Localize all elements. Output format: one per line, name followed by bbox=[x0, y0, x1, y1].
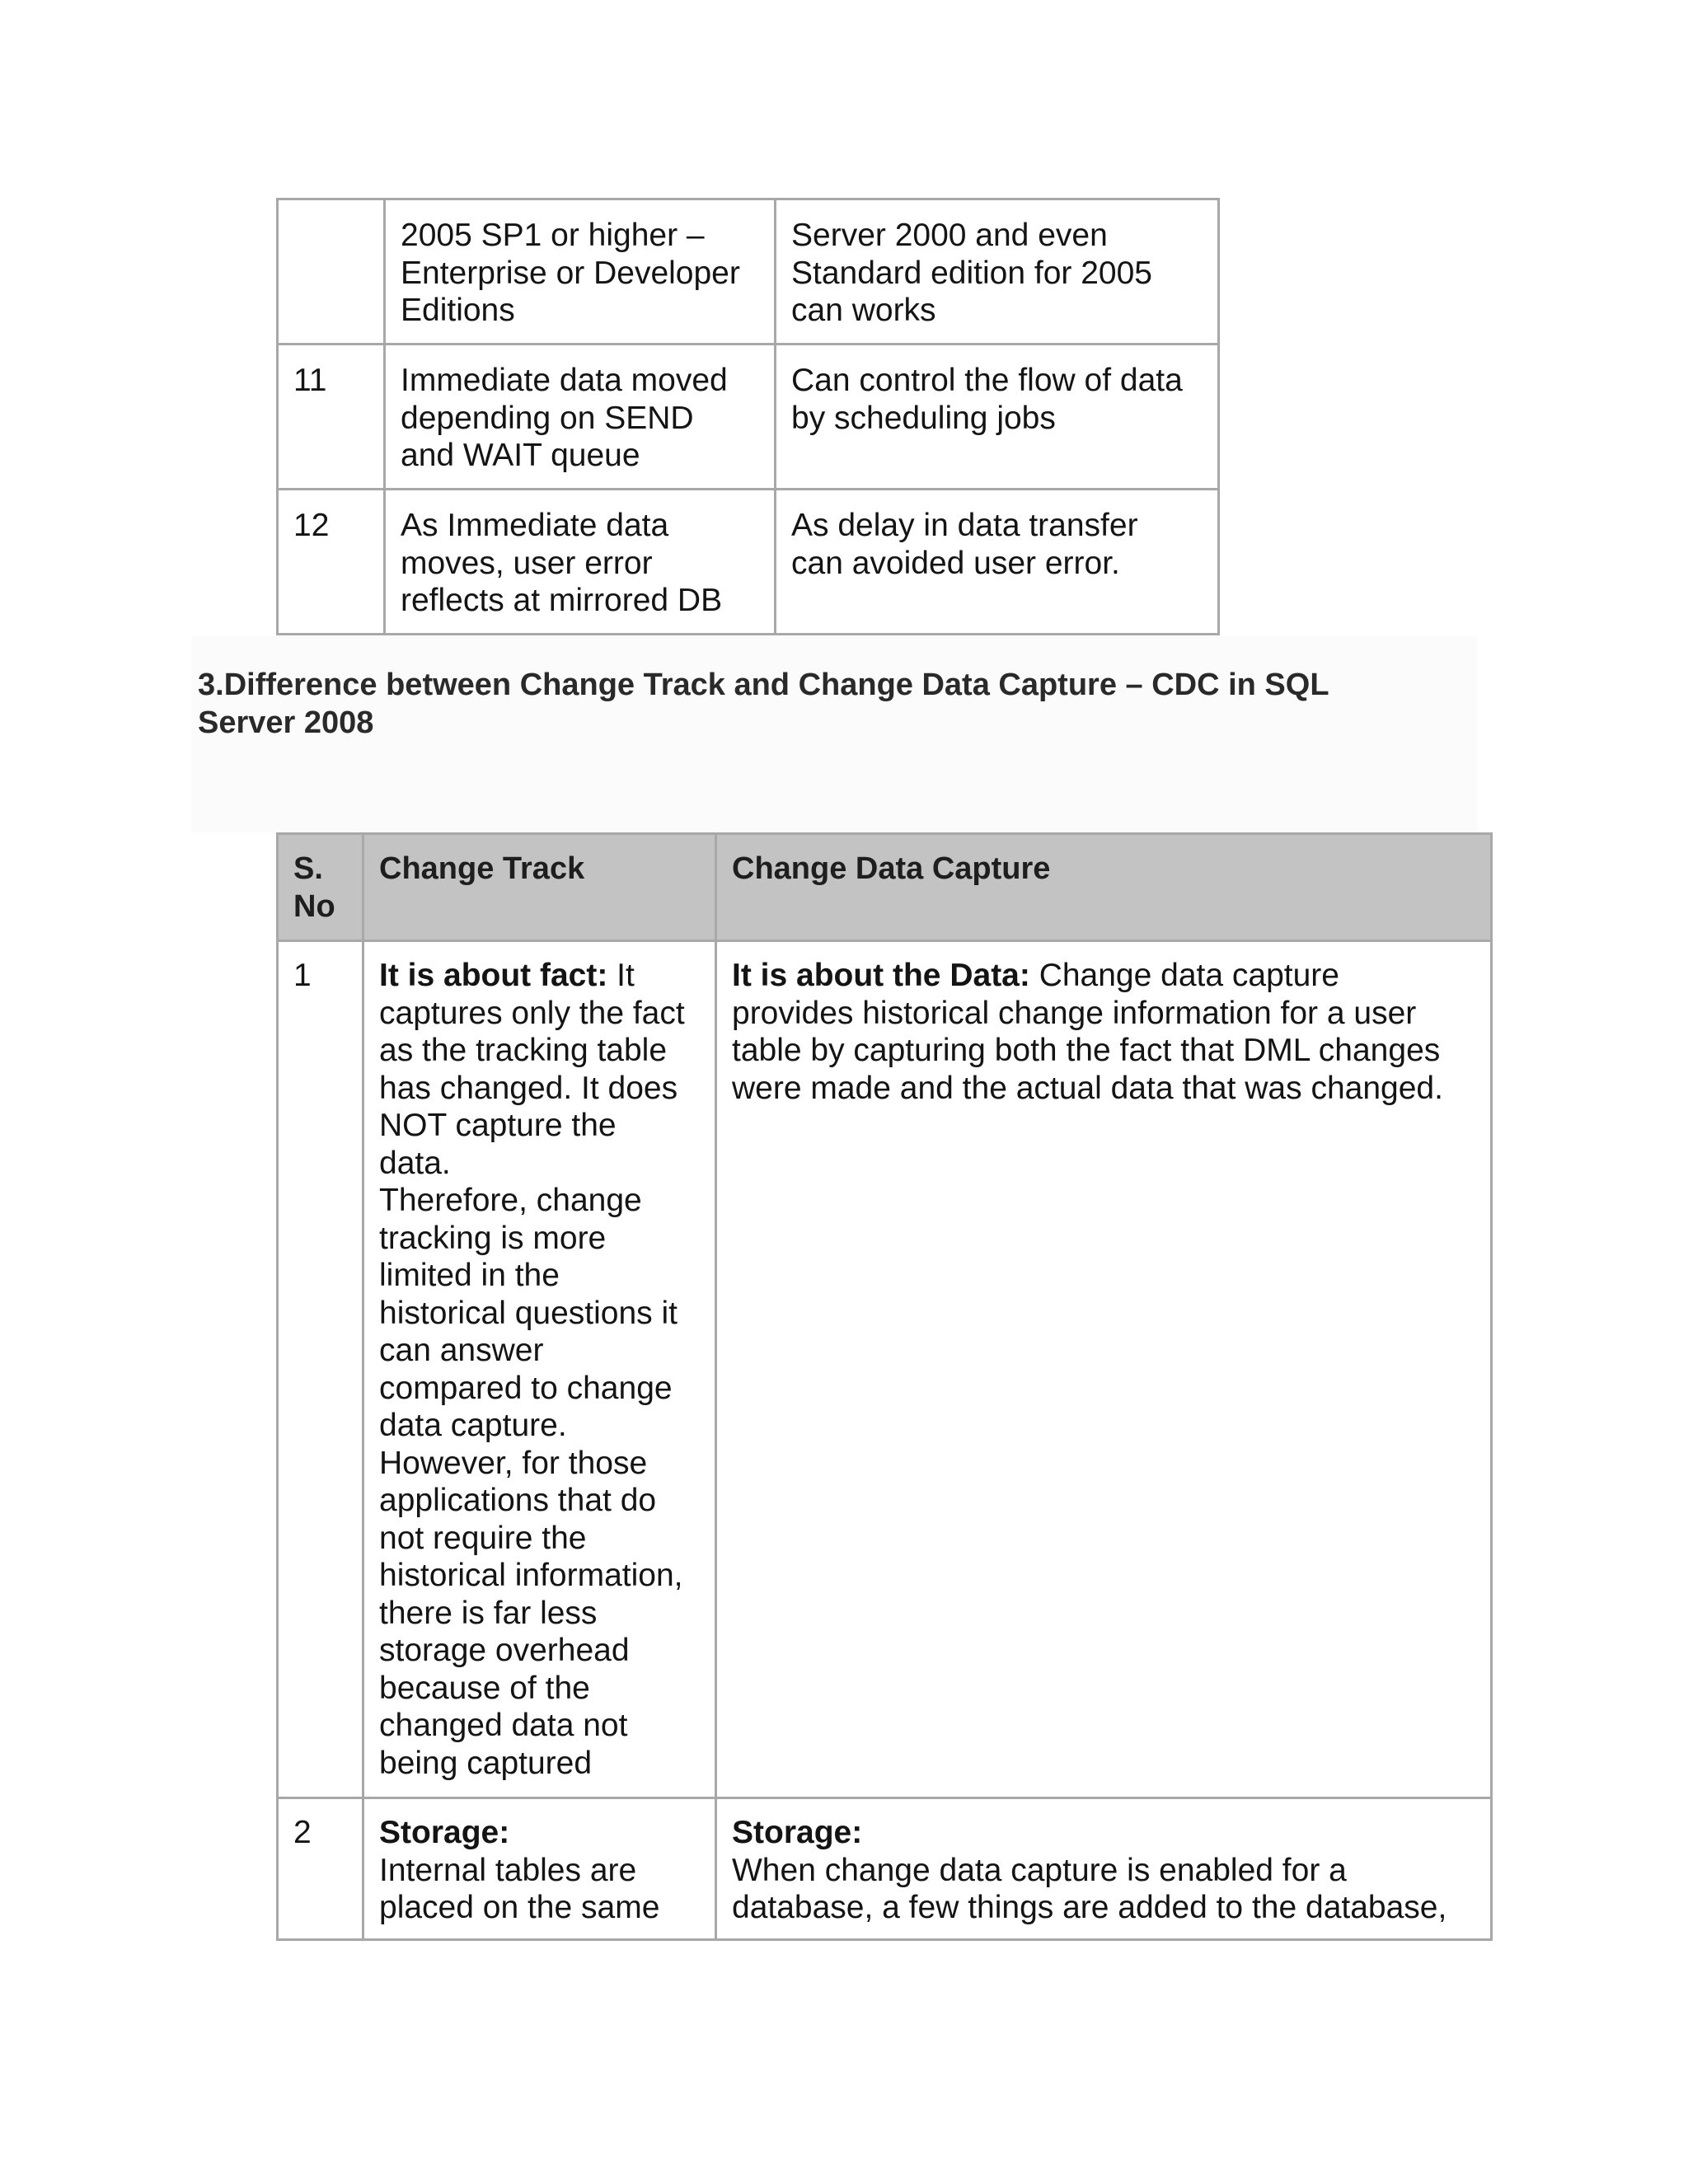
log-shipping-cell bbox=[776, 199, 1219, 344]
change-track-text bbox=[379, 957, 700, 1782]
table-row bbox=[278, 490, 1219, 635]
section-heading: 3.Difference between Change Track and Change Data Capture – CDC in SQL Server 2008 bbox=[198, 668, 1329, 740]
change-track-text bbox=[379, 1814, 700, 1927]
cell-text: Server 2000 and even Standard edition for 2005 can works bbox=[791, 218, 1152, 328]
log-shipping-cell bbox=[776, 344, 1219, 490]
change-track-cell bbox=[363, 1798, 716, 1940]
header-change-data-capture bbox=[716, 834, 1492, 941]
sno-cell bbox=[278, 490, 385, 635]
cell-text: Immediate data moved depending on SEND and WAIT queue bbox=[401, 363, 728, 473]
change-track-label: Storage: bbox=[379, 1815, 510, 1850]
header-change-track-text: Change Track bbox=[379, 851, 585, 886]
cdc-body: When change data capture is enabled for a database, a few things are added to the database, bbox=[732, 1852, 1447, 1925]
sno-cell bbox=[278, 199, 385, 344]
change-track-cell bbox=[363, 941, 716, 1798]
sno-cell bbox=[278, 941, 363, 1798]
change-track-body: It captures only the fact as the tracking table has changed. It does NOT capture the data. Therefore, change tracking is more limited in the historical questions it can answer compared to change data capture. However, for those applications that do not require the historical information, there is far less storage overhead because of the changed data not being captured bbox=[379, 958, 685, 1781]
cell-text: Can control the flow of data by scheduling jobs bbox=[791, 363, 1183, 436]
cdc-body: Change data capture provides historical change information for a user table by capturing both the fact that DML changes were made and the actual data that was changed. bbox=[732, 958, 1443, 1106]
sno-text: 11 bbox=[293, 363, 327, 398]
sno-text: 2 bbox=[293, 1815, 312, 1850]
sno-text: 1 bbox=[293, 958, 312, 993]
table-row bbox=[278, 199, 1219, 344]
header-sno-text: S. No bbox=[293, 851, 335, 924]
comparison-table-continued bbox=[276, 198, 1220, 635]
cdc-label: Storage: bbox=[732, 1815, 863, 1850]
table-row bbox=[278, 941, 1492, 1798]
log-shipping-cell bbox=[776, 490, 1219, 635]
cdc-label: It is about the Data: bbox=[732, 958, 1030, 993]
cdc-text bbox=[732, 1814, 1475, 1927]
header-cdc-text: Change Data Capture bbox=[732, 851, 1051, 886]
change-track-vs-cdc-table bbox=[276, 832, 1493, 1941]
mirroring-cell bbox=[385, 199, 776, 344]
header-change-track bbox=[363, 834, 716, 941]
table-header-row bbox=[278, 834, 1492, 941]
header-sno bbox=[278, 834, 363, 941]
sno-cell bbox=[278, 344, 385, 490]
sno-cell bbox=[278, 1798, 363, 1940]
cell-text: As Immediate data moves, user error reflects at mirrored DB bbox=[401, 508, 723, 618]
cell-text: As delay in data transfer can avoided user error. bbox=[791, 508, 1138, 581]
cdc-text bbox=[732, 957, 1475, 1107]
cdc-cell bbox=[716, 1798, 1492, 1940]
cdc-cell bbox=[716, 941, 1492, 1798]
change-track-label: It is about fact: bbox=[379, 958, 608, 993]
change-track-body: Internal tables are placed on the same bbox=[379, 1852, 660, 1925]
mirroring-cell bbox=[385, 490, 776, 635]
table-row bbox=[278, 344, 1219, 490]
table-row bbox=[278, 1798, 1492, 1940]
mirroring-cell bbox=[385, 344, 776, 490]
cell-text: 2005 SP1 or higher – Enterprise or Developer Editions bbox=[401, 218, 740, 328]
sno-text: 12 bbox=[293, 508, 330, 543]
